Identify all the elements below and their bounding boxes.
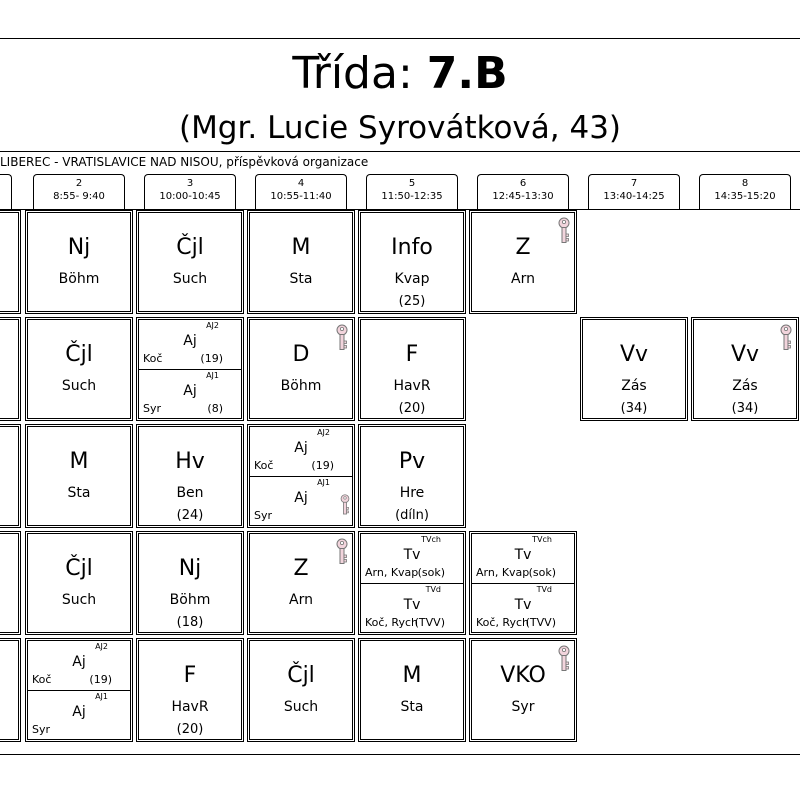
lesson-teacher: Sta xyxy=(67,485,91,501)
lesson-subject: Hv xyxy=(175,449,205,474)
lesson-teacher: Kvap xyxy=(394,271,430,287)
class-teacher: (Mgr. Lucie Syrovátková, 43) xyxy=(178,110,622,146)
lesson-teacher: Böhm xyxy=(169,592,211,608)
group-label: AJ2 xyxy=(95,642,108,651)
group-lesson-bottom xyxy=(139,369,241,419)
lesson-teacher: Arn, Kvap xyxy=(476,566,530,579)
group-label: AJ1 xyxy=(317,478,330,487)
lesson-teacher: Arn, Kvap xyxy=(365,566,419,579)
lesson-subject: Aj xyxy=(183,333,197,349)
lesson-room: (20) xyxy=(176,722,204,737)
lesson-teacher: HavR xyxy=(171,699,209,715)
lesson-room: (TVV) xyxy=(414,616,445,629)
lesson-teacher: Arn xyxy=(289,592,313,608)
lesson-teacher: Arn xyxy=(511,271,535,287)
lesson-subject: Čjl xyxy=(176,235,204,260)
group-label: TVch xyxy=(532,535,552,544)
lesson-subject: Čjl xyxy=(65,556,93,581)
lesson-room: (sok) xyxy=(417,566,445,579)
lesson-subject: M xyxy=(69,449,89,474)
lesson-subject: Tv xyxy=(514,547,532,563)
lesson-teacher: Sta xyxy=(289,271,313,287)
lesson-subject: VKO xyxy=(500,663,546,688)
lesson-cell xyxy=(469,210,577,314)
lesson-cell xyxy=(247,638,355,742)
cell-clipped xyxy=(0,638,21,742)
lesson-subject: Vv xyxy=(619,342,649,367)
lesson-subject: Čjl xyxy=(65,342,93,367)
period-number: 3 xyxy=(186,178,194,189)
group-label: AJ2 xyxy=(317,428,330,437)
lesson-teacher: Koč, Rych xyxy=(365,616,419,629)
lesson-subject: Aj xyxy=(294,490,308,506)
lesson-subject: Aj xyxy=(72,704,86,720)
lesson-subject: Pv xyxy=(398,449,426,474)
group-label: AJ1 xyxy=(95,692,108,701)
lesson-cell xyxy=(358,638,466,742)
lesson-subject: Tv xyxy=(403,547,421,563)
lesson-cell-empty xyxy=(469,424,577,528)
group-lesson-bottom xyxy=(361,583,463,633)
header-rule xyxy=(0,151,800,152)
lesson-cell xyxy=(247,317,355,421)
lesson-teacher: Koč xyxy=(143,352,163,365)
group-label: TVch xyxy=(421,535,441,544)
group-lesson-top xyxy=(361,534,463,583)
lesson-teacher: Syr xyxy=(143,402,162,415)
lesson-cell-empty xyxy=(691,424,799,528)
lesson-cell xyxy=(691,317,799,421)
period-header-clipped xyxy=(0,174,12,209)
lesson-cell-empty xyxy=(580,531,688,635)
group-label: TVd xyxy=(425,585,441,594)
period-number: 6 xyxy=(519,178,527,189)
group-label: AJ1 xyxy=(206,371,219,380)
lesson-cell-split xyxy=(25,638,133,742)
lesson-teacher: Zás xyxy=(621,378,647,394)
lesson-subject: F xyxy=(405,342,419,367)
lesson-cell-empty xyxy=(691,638,799,742)
period-time: 13:40-14:25 xyxy=(603,191,665,202)
lesson-room: (34) xyxy=(620,401,648,416)
lesson-room: (19) xyxy=(311,459,334,472)
lesson-subject: Z xyxy=(515,235,531,260)
lesson-cell xyxy=(136,210,244,314)
lesson-cell xyxy=(136,424,244,528)
lesson-room: (sok) xyxy=(528,566,556,579)
lesson-teacher: Syr xyxy=(254,509,273,522)
lesson-subject: Aj xyxy=(72,654,86,670)
lesson-teacher: Hre xyxy=(399,485,425,501)
lesson-cell xyxy=(25,210,133,314)
period-number: 5 xyxy=(408,178,416,189)
lesson-room: (18) xyxy=(176,615,204,630)
lesson-subject: Čjl xyxy=(287,663,315,688)
lesson-subject: Aj xyxy=(183,383,197,399)
cell-clipped xyxy=(0,317,21,421)
lesson-teacher: Syr xyxy=(511,699,535,715)
lesson-teacher: Syr xyxy=(32,723,51,736)
group-lesson-top xyxy=(250,427,352,476)
lesson-subject: Info xyxy=(391,235,433,260)
period-header xyxy=(144,174,236,209)
lesson-cell-split xyxy=(247,424,355,528)
lesson-cell xyxy=(25,531,133,635)
lesson-cell xyxy=(25,424,133,528)
lesson-cell xyxy=(358,424,466,528)
lesson-teacher: Koč, Rych xyxy=(476,616,530,629)
lesson-subject: F xyxy=(183,663,197,688)
lesson-cell-split xyxy=(358,531,466,635)
lesson-cell xyxy=(580,317,688,421)
key-icon xyxy=(558,217,570,245)
lesson-room: (8) xyxy=(207,402,223,415)
period-header xyxy=(477,174,569,209)
lesson-teacher: HavR xyxy=(393,378,431,394)
lesson-subject: Tv xyxy=(403,597,421,613)
lesson-cell-split xyxy=(136,317,244,421)
lesson-subject: Z xyxy=(293,556,309,581)
group-lesson-bottom xyxy=(28,690,130,740)
period-header xyxy=(366,174,458,209)
lesson-cell xyxy=(136,638,244,742)
lesson-teacher: Zás xyxy=(732,378,758,394)
lesson-subject: M xyxy=(402,663,422,688)
lesson-teacher: Böhm xyxy=(58,271,100,287)
period-time: 10:00-10:45 xyxy=(159,191,221,202)
lesson-cell xyxy=(469,638,577,742)
top-rule xyxy=(0,38,800,39)
lesson-teacher: Koč xyxy=(254,459,274,472)
lesson-cell xyxy=(136,531,244,635)
lesson-teacher: Such xyxy=(172,271,208,287)
group-lesson-top xyxy=(472,534,574,583)
cell-clipped xyxy=(0,531,21,635)
lesson-room: (20) xyxy=(398,401,426,416)
period-time: 12:45-13:30 xyxy=(492,191,554,202)
lesson-cell xyxy=(358,317,466,421)
bottom-rule xyxy=(0,754,800,755)
period-time: 11:50-12:35 xyxy=(381,191,443,202)
lesson-subject: Nj xyxy=(67,235,91,260)
lesson-teacher: Such xyxy=(61,378,97,394)
key-icon xyxy=(780,324,792,352)
school-name: LIBEREC - VRATISLAVICE NAD NISOU, příspěvková organizace xyxy=(0,155,369,169)
lesson-cell-empty xyxy=(580,638,688,742)
lesson-room: (25) xyxy=(398,294,426,309)
key-icon xyxy=(336,324,348,352)
group-label: AJ2 xyxy=(206,321,219,330)
period-number: 2 xyxy=(75,178,83,189)
lesson-cell-empty xyxy=(580,424,688,528)
lesson-subject: Nj xyxy=(178,556,202,581)
period-number: 8 xyxy=(741,178,749,189)
period-number: 4 xyxy=(297,178,305,189)
lesson-cell-empty xyxy=(691,531,799,635)
lesson-subject: D xyxy=(292,342,310,367)
page-title: Třída: 7.B xyxy=(292,48,508,99)
cell-clipped xyxy=(0,424,21,528)
lesson-room: (díln) xyxy=(395,508,429,523)
lesson-cell-empty xyxy=(469,317,577,421)
lesson-subject: M xyxy=(291,235,311,260)
lesson-cell xyxy=(247,531,355,635)
lesson-cell-empty xyxy=(691,210,799,314)
lesson-room: (19) xyxy=(89,673,112,686)
lesson-teacher: Such xyxy=(283,699,319,715)
lesson-subject: Vv xyxy=(730,342,760,367)
lesson-room: (TVV) xyxy=(525,616,556,629)
lesson-cell-empty xyxy=(580,210,688,314)
group-lesson-top xyxy=(28,641,130,690)
lesson-cell xyxy=(25,317,133,421)
period-header xyxy=(699,174,791,209)
key-icon xyxy=(558,645,570,673)
group-lesson-bottom xyxy=(250,476,352,526)
period-header xyxy=(33,174,125,209)
lesson-room: (34) xyxy=(731,401,759,416)
period-header xyxy=(255,174,347,209)
key-icon xyxy=(340,494,350,516)
lesson-teacher: Such xyxy=(61,592,97,608)
lesson-teacher: Ben xyxy=(176,485,204,501)
period-time: 14:35-15:20 xyxy=(714,191,776,202)
lesson-teacher: Böhm xyxy=(280,378,322,394)
cell-clipped xyxy=(0,210,21,314)
lesson-teacher: Koč xyxy=(32,673,52,686)
lesson-teacher: Sta xyxy=(400,699,424,715)
lesson-subject: Aj xyxy=(294,440,308,456)
lesson-room: (24) xyxy=(176,508,204,523)
period-number: 7 xyxy=(630,178,638,189)
group-lesson-top xyxy=(139,320,241,369)
group-lesson-bottom xyxy=(472,583,574,633)
group-label: TVd xyxy=(536,585,552,594)
lesson-cell xyxy=(358,210,466,314)
period-time: 8:55- 9:40 xyxy=(53,191,105,202)
lesson-subject: Tv xyxy=(514,597,532,613)
lesson-room: (19) xyxy=(200,352,223,365)
period-time: 10:55-11:40 xyxy=(270,191,332,202)
period-header xyxy=(588,174,680,209)
key-icon xyxy=(336,538,348,566)
lesson-cell-split xyxy=(469,531,577,635)
lesson-cell xyxy=(247,210,355,314)
class-name: 7.B xyxy=(426,48,508,99)
